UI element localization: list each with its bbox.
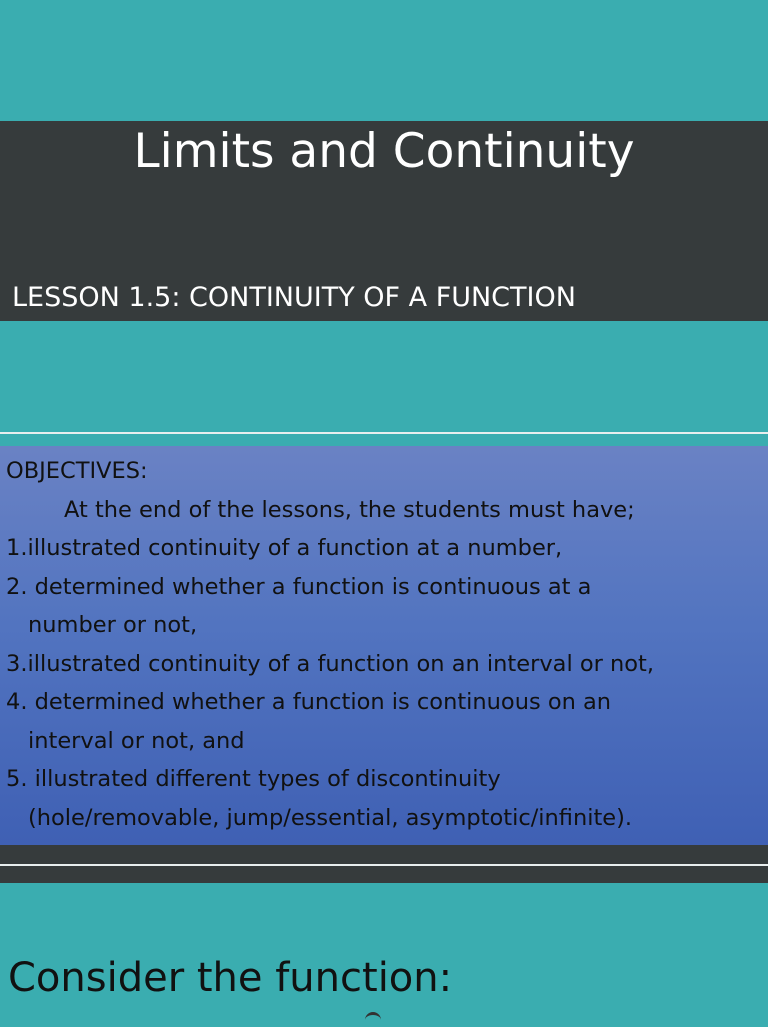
cut-off-formula — [365, 1012, 381, 1027]
consider-heading: Consider the function: — [8, 955, 453, 1001]
objectives-heading: OBJECTIVES: — [6, 458, 148, 484]
objective-line: (hole/removable, jump/essential, asymptotic/infinite). — [28, 804, 633, 831]
objective-line: 4. determined whether a function is continuous on an — [6, 689, 612, 715]
slide-divider-top — [0, 432, 768, 434]
dark-band-upper — [0, 845, 768, 865]
objective-line: interval or not, and — [28, 727, 245, 754]
objectives-text — [6, 452, 766, 837]
objective-line: 1.illustrated continuity of a function at a number, — [6, 535, 563, 561]
dark-band-lower — [0, 866, 768, 883]
slide-subtitle: LESSON 1.5: CONTINUITY OF A FUNCTION — [12, 282, 576, 313]
objective-line: 3.illustrated continuity of a function on an interval or not, — [6, 650, 655, 677]
slide-title: Limits and Continuity — [133, 124, 635, 179]
objectives-intro: At the end of the lessons, the students must have; — [64, 496, 635, 523]
objective-line: 5. illustrated different types of discontinuity — [6, 766, 501, 792]
objective-line: 2. determined whether a function is continuous at a — [6, 573, 592, 600]
objective-line: number or not, — [28, 612, 198, 638]
